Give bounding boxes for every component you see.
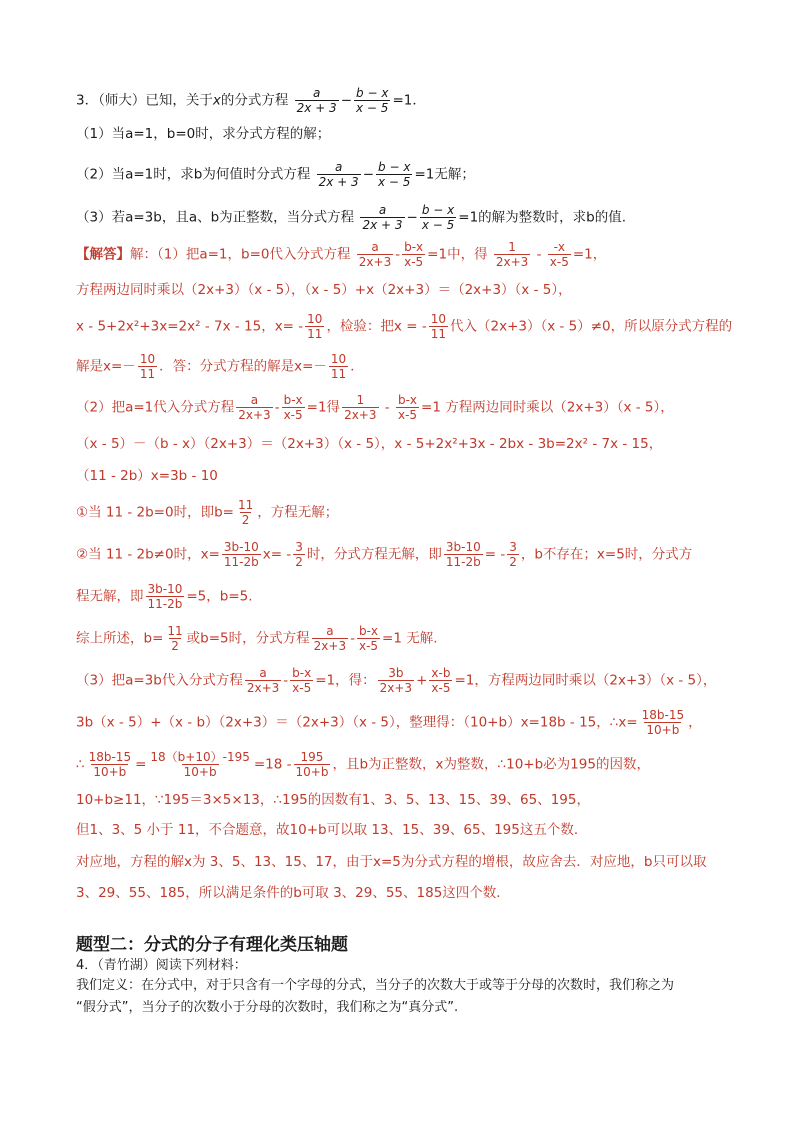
answer-line-7: （11 - 2b）x=3b - 10 (76, 468, 218, 484)
answer-line-17: 对应地，方程的解x为 3、5、13、15、17，由于x=5为分式方程的增根，故应舍去．对应地，b只可以取 (76, 854, 707, 870)
answer-line-11: 综上所述，b= $\frac{11}{2}$ 或b=5时，分式方程 $\frac{a}{2x+3}$ - $\frac{b-x}{x-5}$ =1 无解. (76, 624, 438, 653)
q3-part2: （2）当a=1时，求b为何值时分式方程 $\frac{a}{2x + 3}$ − $\frac{b - x}{x - 5}$ =1无解； (76, 160, 475, 189)
fraction: $\frac{a}{2x + 3}$ (296, 86, 337, 115)
fraction: $\frac{18b-15}{10+b}$ (88, 750, 132, 779)
answer-line-8: ①当 11 - 2b=0时，即b= $\frac{11}{2}$ ，方程无解； (76, 498, 339, 527)
answer-line-14: ∴ $\frac{18b-15}{10+b}$ = $\frac{18(b+10)-195}{10+b}$ =18 - $\frac{195}{10+b}$ ，且b为正整数，x为整数，∴10+b必为195的因数， (76, 750, 650, 779)
fraction: $\frac{x-b}{x-5}$ (431, 666, 451, 695)
q3-part3: （3）若a=3b，且a、b为正整数，当分式方程 $\frac{a}{2x + 3}$ − $\frac{b - x}{x - 5}$ =1的解为整数时，求b的值. (76, 203, 627, 232)
answer-line-5: （2）把a=1代入分式方程 $\frac{a}{2x+3}$ - $\frac{b-x}{x-5}$ =1得 $\frac{1}{2x+3}$ - $\frac{b-x}{x-5}$ =1 方程两边同时乘以（2x+3）（x - 5）， (76, 393, 674, 422)
minus: − (340, 92, 353, 109)
q4-title: 4．（青竹湖）阅读下列材料： (76, 958, 247, 973)
q3-part1: （1）当a=1，b=0时，求分式方程的解； (76, 126, 331, 142)
fraction: $\frac{195}{10+b}$ (295, 750, 329, 779)
fraction: $\frac{a}{2x+3}$ (358, 240, 392, 269)
fraction: $\frac{1}{2x+3}$ (495, 240, 529, 269)
fraction: $\frac{a}{2x + 3}$ (318, 160, 359, 189)
q3-title-end: =1． (392, 92, 426, 109)
fraction: $\frac{10}{11}$ (430, 312, 446, 341)
fraction: $\frac{3b}{2x+3}$ (379, 666, 413, 695)
fraction: $\frac{a}{2x + 3}$ (362, 203, 403, 232)
fraction: $\frac{11}{2}$ (167, 624, 183, 653)
answer-line-13: 3b（x - 5）+（x - b）（2x+3）＝（2x+3）（x - 5），整理得：（10+b）x=18b - 15，∴x= $\frac{18b-15}{10+b}$ ， (76, 708, 702, 737)
q3-title-mid: 的分式方程 (220, 92, 289, 109)
fraction: $\frac{3b-10}{11-2b}$ (147, 582, 183, 611)
var-x: x (212, 92, 221, 109)
fraction: $\frac{1}{2x+3}$ (344, 393, 377, 422)
fraction: $\frac{-x}{x-5}$ (549, 240, 569, 269)
q3-title-text: 3．（师大）已知，关于 (76, 92, 213, 109)
q4-line-3: “假分式”，当分子的次数小于分母的次数时，我们称之为“真分式”. (76, 1000, 459, 1015)
fraction: $\frac{b-x}{x-5}$ (292, 666, 312, 695)
fraction: $\frac{b-x}{x-5}$ (404, 240, 424, 269)
q4-line-2: 我们定义：在分式中，对于只含有一个字母的分式，当分子的次数大于或等于分母的次数时，我们称之为 (76, 978, 675, 993)
answer-line-4: 解是x=－ $\frac{10}{11}$ ．答：分式方程的解是x=－ $\frac{10}{11}$ ． (76, 352, 364, 381)
answer-tag: 【解答】 (76, 246, 130, 263)
answer-line-2: 方程两边同时乘以（2x+3）（x - 5），（x - 5）+x（2x+3）＝（2x+3）（x - 5）， (76, 282, 572, 298)
answer-line-1: 【解答】解：（1）把a=1，b=0代入分式方程 $\frac{a}{2x+3}$ - $\frac{b-x}{x-5}$ =1中，得 $\frac{1}{2x+3}$ - $\frac{-x}{x-5}$ =1， (76, 240, 607, 269)
answer-line-10: 程无解，即 $\frac{3b-10}{11-2b}$ =5，b=5. (76, 582, 253, 611)
answer-line-3: x - 5+2x²+3x=2x² - 7x - 15，x= - $\frac{10}{11}$ ，检验：把x = - $\frac{10}{11}$ 代入（2x+3）（x - 5）≠0，所以原分式方程的 (76, 312, 733, 341)
fraction: $\frac{3b-10}{11-2b}$ (223, 540, 259, 569)
q3-title (76, 86, 426, 115)
fraction: $\frac{3}{2}$ (509, 540, 517, 569)
answer-line-18: 3、29、55、185，所以满足条件的b可取 3、29、55、185这四个数． (76, 885, 510, 901)
fraction: $\frac{18b-15}{10+b}$ (641, 708, 685, 737)
fraction: $\frac{3b-10}{11-2b}$ (445, 540, 481, 569)
section-heading: 题型二：分式的分子有理化类压轴题 (76, 935, 348, 955)
fraction: $\frac{11}{2}$ (237, 498, 254, 527)
fraction: $\frac{10}{11}$ (307, 312, 323, 341)
fraction: $\frac{10}{11}$ (139, 352, 156, 381)
fraction: $\frac{18(b+10)-195}{10+b}$ (150, 750, 250, 779)
answer-line-6: （x - 5）－（b - x）（2x+3）＝（2x+3）（x - 5），x - 5+2x²+3x - 2bx - 3b=2x² - 7x - 15， (76, 436, 663, 452)
fraction: $\frac{b-x}{x-5}$ (397, 393, 418, 422)
answer-line-9: ②当 11 - 2b≠0时，x= $\frac{3b-10}{11-2b}$ x= - $\frac{3}{2}$ 时，分式方程无解，即 $\frac{3b-10}{11-2b}$ = - $\frac{3}{2}$ ，b不存在；x=5时，分式方 (76, 540, 693, 569)
answer-line-16: 但1、3、5 小于 11，不合题意，故10+b可以取 13、15、39、65、195这五个数． (76, 822, 588, 838)
fraction: $\frac{b-x}{x-5}$ (358, 624, 379, 653)
answer-line-15: 10+b≥11，∵195＝3×5×13，∴195的因数有1、3、5、13、15、39、65、195， (76, 792, 590, 808)
fraction: $\frac{10}{11}$ (330, 352, 347, 381)
fraction: $\frac{b - x}{x - 5}$ (356, 86, 389, 115)
fraction: $\frac{b - x}{x - 5}$ (421, 203, 455, 232)
answer-line-12: （3）把a=3b代入分式方程 $\frac{a}{2x+3}$ - $\frac{b-x}{x-5}$ =1，得： $\frac{3b}{2x+3}$ + $\frac{x-b}{x-5}$ =1，方程两边同时乘以（2x+3）（x - 5）， (76, 666, 717, 695)
fraction: $\frac{b - x}{x - 5}$ (378, 160, 411, 189)
fraction: $\frac{a}{2x+3}$ (313, 624, 347, 653)
fraction: $\frac{b-x}{x-5}$ (283, 393, 303, 422)
fraction: $\frac{a}{2x+3}$ (238, 393, 271, 422)
fraction: $\frac{a}{2x+3}$ (246, 666, 280, 695)
fraction: $\frac{3}{2}$ (295, 540, 303, 569)
